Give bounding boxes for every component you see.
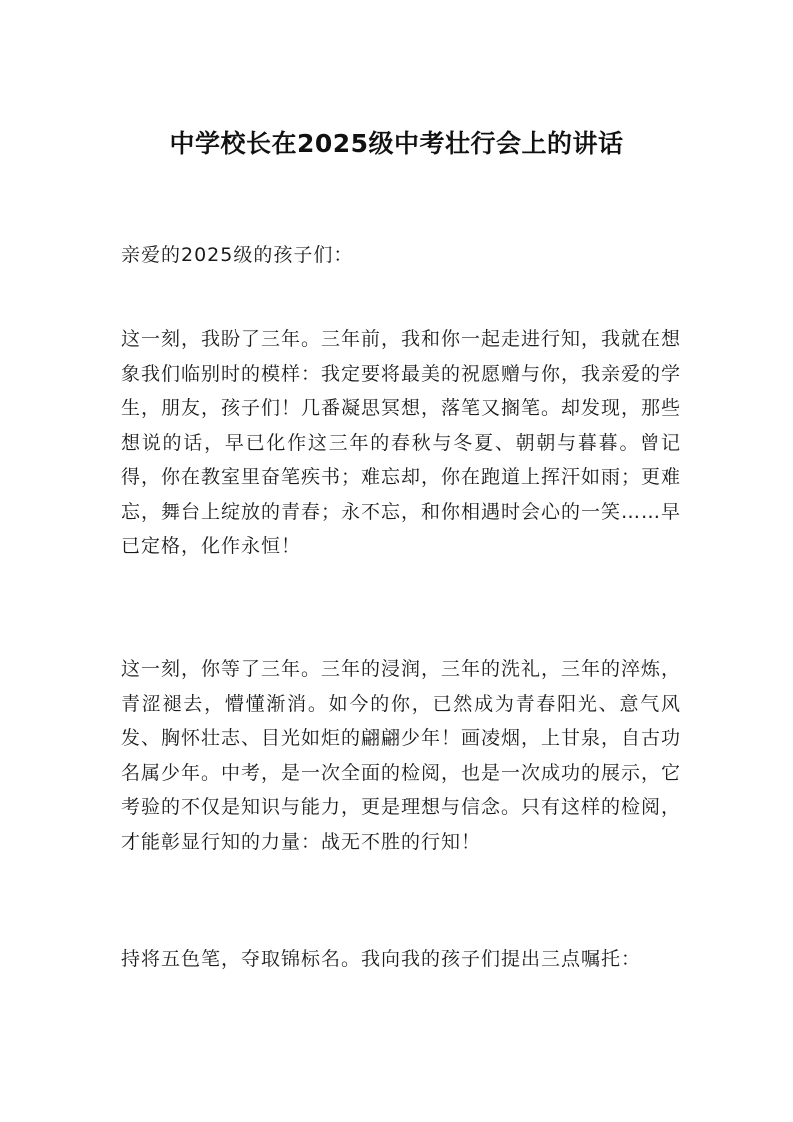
greeting-paragraph: 亲爱的2025级的孩子们： bbox=[121, 244, 354, 266]
document-title: 中学校长在2025级中考壮行会上的讲话 bbox=[169, 129, 624, 158]
body-paragraph-1: 这一刻，我盼了三年。三年前，我和你一起走进行知，我就在想象我们临别时的模样：我定要将最美的祝愿赠与你，我亲爱的学生，朋友，孩子们！几番凝思冥想，落笔又搁笔。却发现，那些想说的话，早已化作这三年的春秋与冬夏、朝朝与暮暮。曾记得，你在教室里奋笔疾书；难忘却，你在跑道上挥汗如雨；更难忘，舞台上绽放的青春；永不忘，和你相遇时会心的一笑……早已定格，化作永恒！ bbox=[121, 328, 682, 557]
body-paragraph-2: 这一刻，你等了三年。三年的浸润，三年的洗礼，三年的淬炼，青涩褪去，懵懂渐消。如今的你，已然成为青春阳光、意气风发、胸怀壮志、目光如炬的翩翩少年！画凌烟，上甘泉，自古功名属少年。中考，是一次全面的检阅，也是一次成功的展示，它考验的不仅是知识与能力，更是理想与信念。只有这样的检阅，才能彰显行知的力量：战无不胜的行知！ bbox=[121, 658, 682, 853]
body-paragraph-3: 持将五色笔，夺取锦标名。我向我的孩子们提出三点嘱托： bbox=[121, 948, 642, 970]
